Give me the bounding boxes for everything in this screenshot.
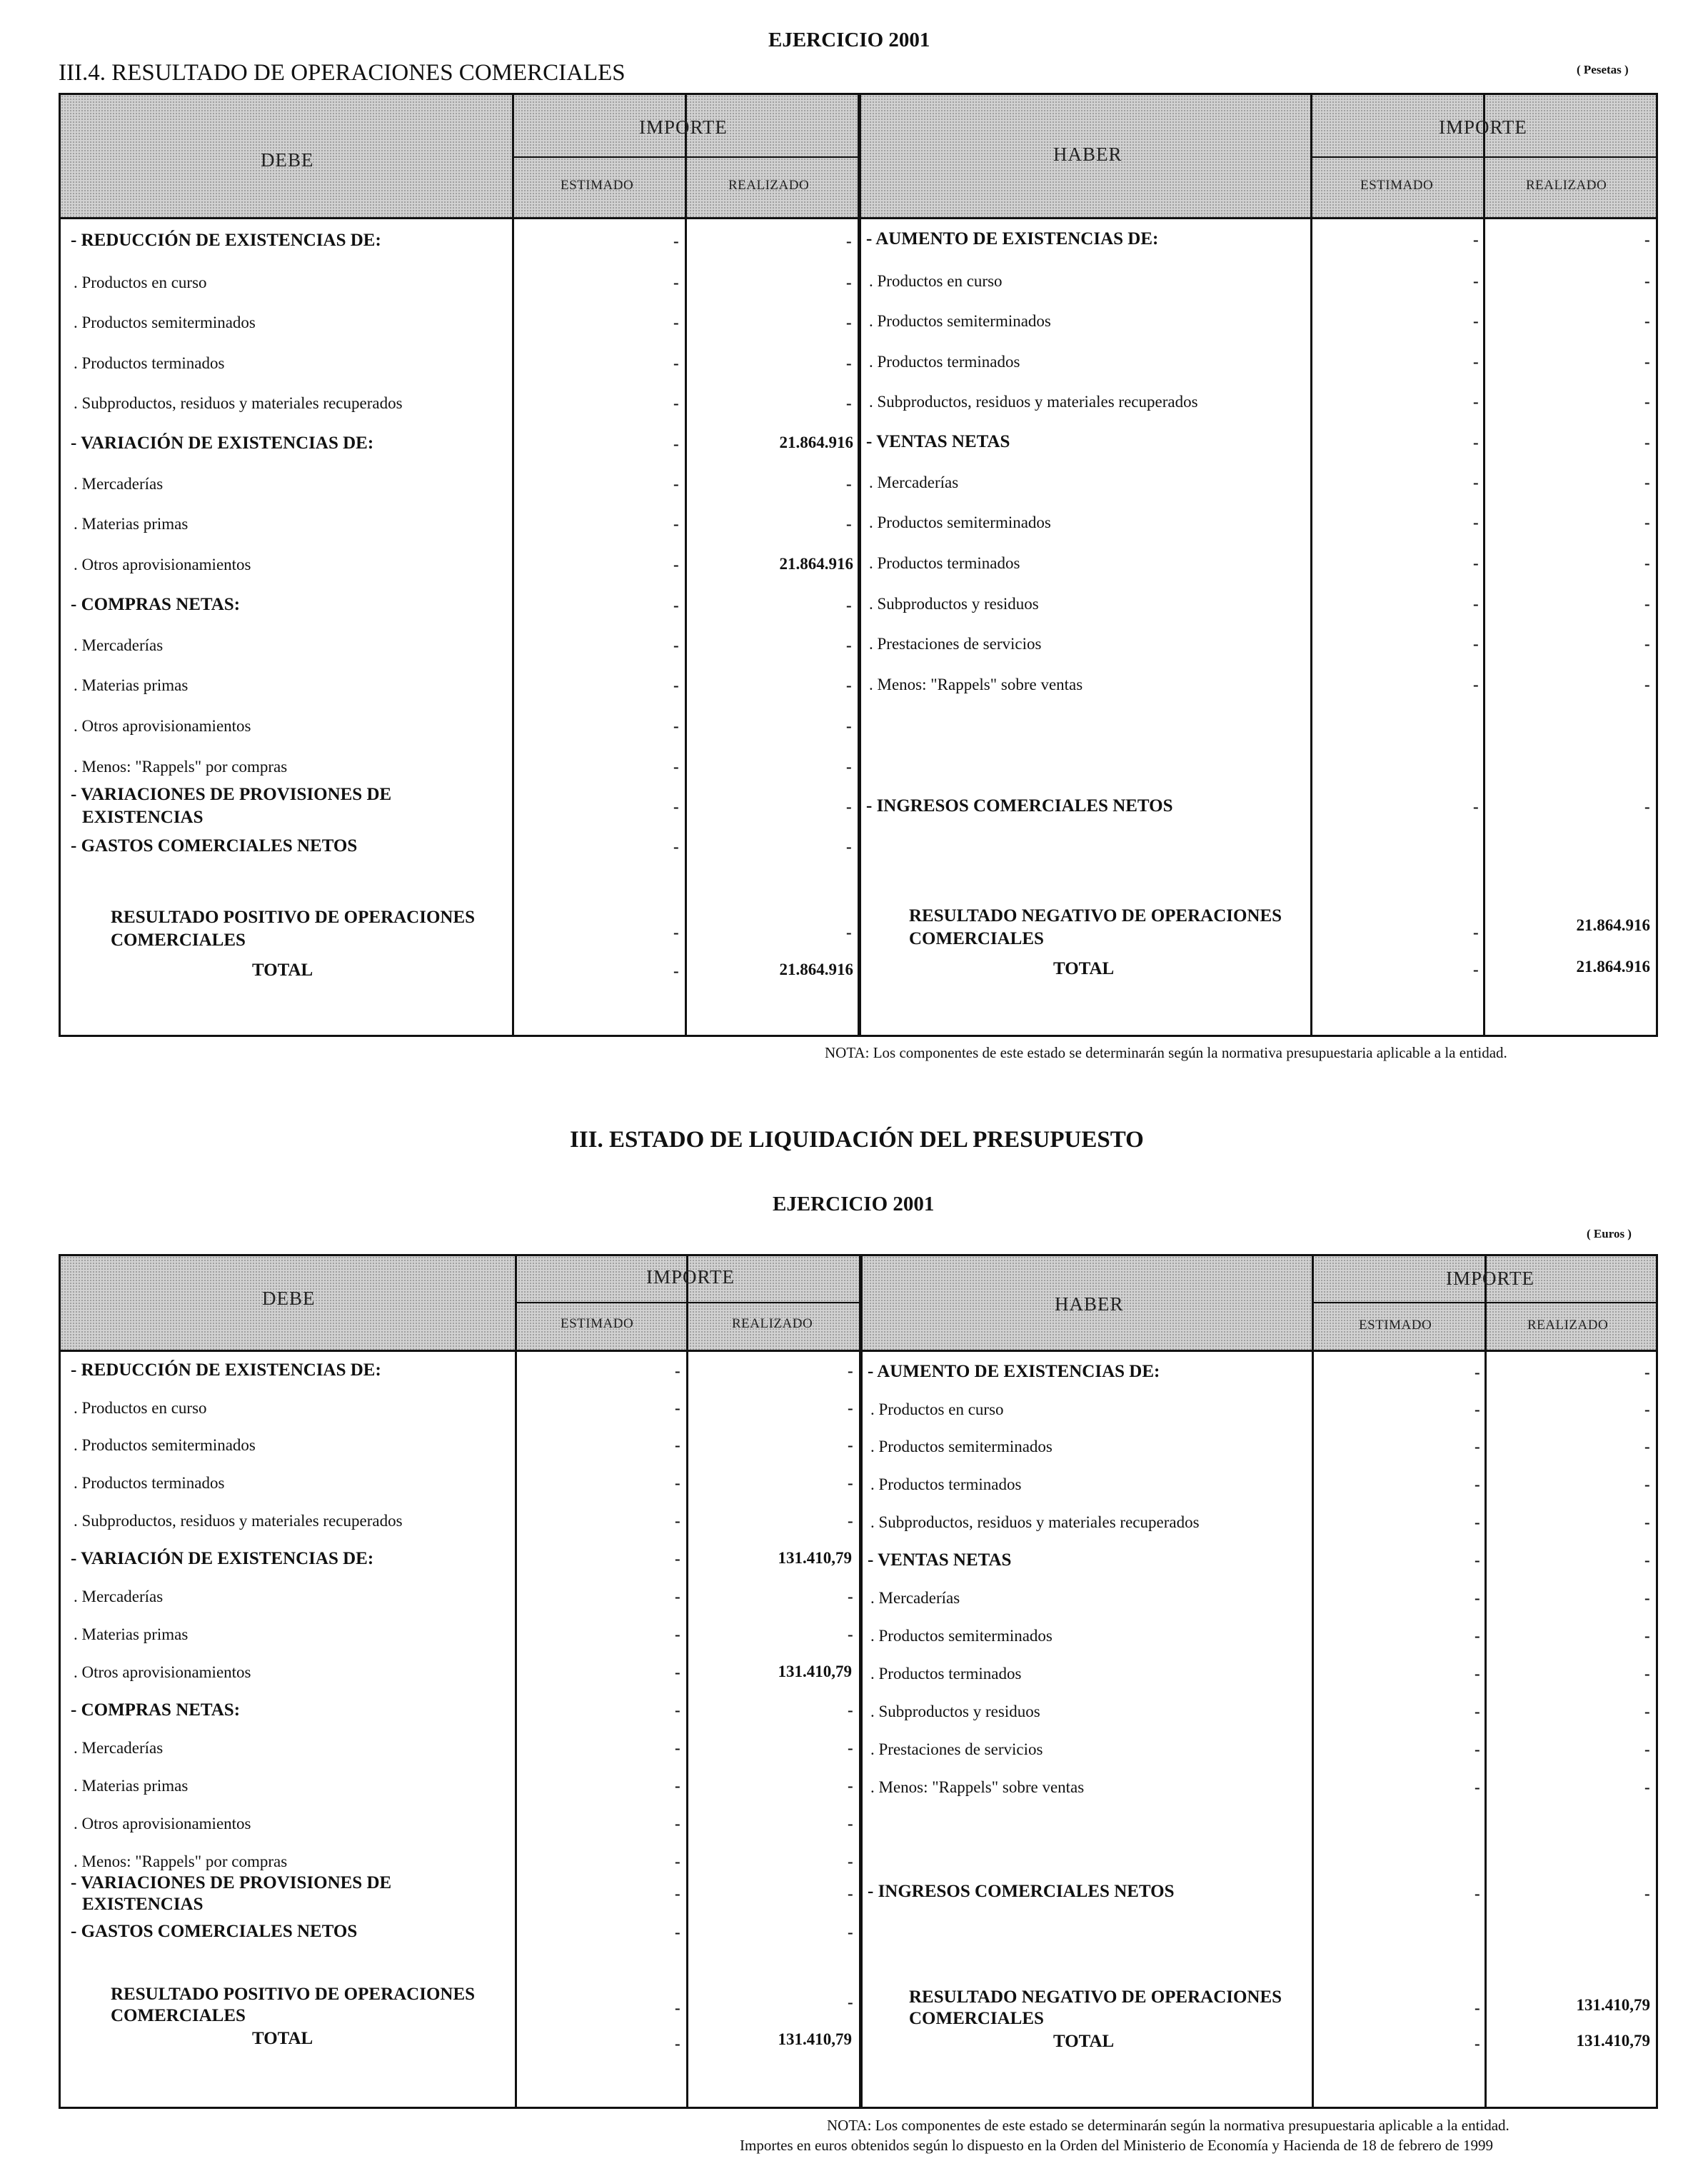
- estimado-cell: -: [1475, 1740, 1480, 1758]
- realizado-cell: -: [1644, 595, 1650, 613]
- estimado-cell: -: [675, 1999, 680, 2017]
- estimado-cell: -: [673, 798, 679, 816]
- haber-label: RESULTADO NEGATIVO DE OPERACIONES: [909, 906, 1282, 926]
- estimado-cell: -: [1473, 473, 1479, 491]
- realizado-cell: -: [1644, 312, 1650, 330]
- haber-label: . Productos en curso: [870, 1400, 1004, 1418]
- estimado-cell: -: [673, 232, 679, 250]
- estimado-cell: -: [1475, 1885, 1480, 1902]
- debe-label: - VARIACIÓN DE EXISTENCIAS DE:: [71, 433, 374, 453]
- haber-label: . Subproductos, residuos y materiales recuperados: [870, 1513, 1200, 1531]
- estimado-cell: -: [673, 475, 679, 493]
- estimado-cell: -: [675, 1588, 680, 1605]
- realizado-cell: -: [848, 1625, 853, 1643]
- estimado-cell: -: [1475, 1400, 1480, 1418]
- realizado-value: 21.864.916: [779, 555, 853, 573]
- estimado-cell: -: [673, 636, 679, 654]
- estimado-cell: -: [673, 758, 679, 776]
- realizado-cell: -: [846, 314, 852, 331]
- estimado-cell: -: [673, 314, 679, 331]
- haber-label: . Subproductos y residuos: [869, 595, 1039, 613]
- estimado-header: ESTIMADO: [561, 1316, 634, 1331]
- operaciones-table-pesetas: [59, 93, 1658, 1037]
- haber-label: . Menos: "Rappels" sobre ventas: [869, 676, 1083, 693]
- realizado-cell: -: [1644, 1400, 1650, 1418]
- realizado-cell: -: [848, 1512, 853, 1530]
- importe-header: IMPORTE: [1446, 1268, 1534, 1289]
- haber-label: . Menos: "Rappels" sobre ventas: [870, 1778, 1085, 1796]
- estimado-cell: -: [675, 1474, 680, 1492]
- realizado-cell: -: [848, 1777, 853, 1795]
- realizado-cell: -: [848, 1362, 853, 1380]
- haber-label: - VENTAS NETAS: [868, 1550, 1012, 1570]
- debe-label: . Mercaderías: [74, 1588, 164, 1605]
- debe-label: EXISTENCIAS: [82, 808, 204, 827]
- estimado-cell: -: [673, 676, 679, 694]
- debe-label: . Materias primas: [74, 1625, 189, 1643]
- realizado-cell: -: [1644, 1551, 1650, 1569]
- realizado-cell: -: [846, 354, 852, 372]
- resultado-negativo-value: 131.410,79: [1576, 1996, 1650, 2014]
- realizado-value: 131.410,79: [778, 1663, 852, 1680]
- realizado-header: REALIZADO: [1527, 1318, 1609, 1333]
- estimado-cell: -: [675, 1663, 680, 1681]
- estimado-cell: -: [675, 1625, 680, 1643]
- realizado-cell: -: [1644, 1589, 1650, 1607]
- realizado-cell: -: [846, 394, 852, 412]
- total-label: TOTAL: [1053, 2032, 1115, 2051]
- estimado-cell: -: [1473, 798, 1479, 816]
- resultado-negativo-value: 21.864.916: [1576, 916, 1650, 934]
- importe-header: IMPORTE: [1439, 116, 1527, 138]
- debe-label: . Mercaderías: [74, 1739, 164, 1757]
- estimado-cell: -: [675, 1550, 680, 1568]
- debe-label: . Productos terminados: [74, 1474, 225, 1492]
- realizado-cell: -: [846, 232, 852, 250]
- estimado-cell: -: [1475, 1703, 1480, 1720]
- haber-label: COMERCIALES: [909, 929, 1044, 948]
- estimado-cell: -: [1473, 676, 1479, 693]
- realizado-value: 21.864.916: [779, 433, 853, 451]
- unit-pesetas: ( Pesetas ): [1577, 63, 1629, 76]
- realizado-cell: -: [848, 1701, 853, 1719]
- realizado-cell: -: [1644, 272, 1650, 290]
- haber-label: - VENTAS NETAS: [866, 432, 1010, 451]
- realizado-cell: -: [1644, 1778, 1650, 1796]
- section-title: III.4. RESULTADO DE OPERACIONES COMERCIALES: [59, 60, 626, 86]
- realizado-cell: -: [846, 515, 852, 533]
- estimado-cell: -: [1475, 1551, 1480, 1569]
- debe-label: . Subproductos, residuos y materiales recuperados: [74, 394, 403, 412]
- estimado-cell: -: [673, 923, 679, 941]
- estimado-cell: -: [675, 1815, 680, 1832]
- haber-header: HABER: [1055, 1293, 1124, 1315]
- estimado-cell: -: [675, 1362, 680, 1380]
- debe-label: - VARIACIÓN DE EXISTENCIAS DE:: [71, 1549, 374, 1568]
- haber-label: . Productos en curso: [869, 272, 1003, 290]
- year-heading-2: EJERCICIO 2001: [773, 1193, 935, 1215]
- realizado-cell: -: [846, 596, 852, 614]
- haber-label: - INGRESOS COMERCIALES NETOS: [868, 1882, 1175, 1901]
- debe-label: COMERCIALES: [111, 931, 246, 950]
- importe-header: IMPORTE: [646, 1266, 735, 1288]
- debe-label: - VARIACIONES DE PROVISIONES DE: [71, 1873, 392, 1892]
- realizado-cell: -: [846, 717, 852, 735]
- estimado-cell: -: [673, 596, 679, 614]
- debe-label: . Subproductos, residuos y materiales recuperados: [74, 1512, 403, 1530]
- estimado-cell: -: [1473, 312, 1479, 330]
- total-label: TOTAL: [252, 2029, 313, 2048]
- realizado-cell: -: [846, 636, 852, 654]
- debe-header: DEBE: [262, 1288, 316, 1309]
- debe-label: COMERCIALES: [111, 2006, 246, 2025]
- estimado-cell: -: [673, 717, 679, 735]
- estimado-cell: -: [675, 1399, 680, 1417]
- realizado-cell: -: [1644, 231, 1650, 249]
- debe-label: . Productos semiterminados: [74, 314, 256, 331]
- debe-label: . Mercaderías: [74, 475, 164, 493]
- realizado-header: REALIZADO: [732, 1316, 813, 1331]
- total-label: TOTAL: [1053, 959, 1115, 978]
- debe-label: - REDUCCIÓN DE EXISTENCIAS DE:: [71, 1360, 381, 1380]
- realizado-header: REALIZADO: [728, 178, 810, 193]
- year-heading-1: EJERCICIO 2001: [768, 29, 930, 51]
- realizado-cell: -: [848, 1815, 853, 1832]
- realizado-cell: -: [846, 475, 852, 493]
- realizado-header: REALIZADO: [1526, 178, 1607, 193]
- haber-label: - AUMENTO DE EXISTENCIAS DE:: [868, 1362, 1160, 1381]
- realizado-cell: -: [1644, 513, 1650, 531]
- estimado-cell: -: [1475, 1475, 1480, 1493]
- realizado-cell: -: [1644, 635, 1650, 653]
- estimado-cell: -: [1473, 393, 1479, 411]
- debe-label: . Otros aprovisionamientos: [74, 556, 251, 573]
- debe-label: . Menos: "Rappels" por compras: [74, 1852, 288, 1870]
- realizado-cell: -: [1644, 393, 1650, 411]
- operaciones-table-euros: [59, 1254, 1658, 2109]
- estimado-cell: -: [1475, 1363, 1480, 1381]
- estimado-cell: -: [675, 2035, 680, 2052]
- realizado-cell: -: [846, 274, 852, 291]
- total-haber-value: 131.410,79: [1576, 2032, 1650, 2050]
- haber-label: . Prestaciones de servicios: [869, 635, 1042, 653]
- estimado-cell: -: [1473, 595, 1479, 613]
- haber-label: . Mercaderías: [870, 1589, 960, 1607]
- estimado-cell: -: [673, 838, 679, 856]
- note-2b: Importes en euros obtenidos según lo dispuesto en la Orden del Ministerio de Economía y Hacienda de 18 de febrero de 1999: [740, 2137, 1493, 2154]
- debe-label: . Otros aprovisionamientos: [74, 1815, 251, 1832]
- debe-label: EXISTENCIAS: [82, 1895, 204, 1914]
- debe-label: . Otros aprovisionamientos: [74, 1663, 251, 1681]
- haber-label: . Subproductos y residuos: [870, 1703, 1040, 1720]
- realizado-cell: -: [1644, 1703, 1650, 1720]
- realizado-cell: -: [1644, 433, 1650, 451]
- estimado-cell: -: [675, 1885, 680, 1902]
- estimado-cell: -: [673, 435, 679, 453]
- debe-label: . Otros aprovisionamientos: [74, 717, 251, 735]
- estimado-cell: -: [673, 556, 679, 573]
- debe-label: . Mercaderías: [74, 636, 164, 654]
- debe-label: - VARIACIONES DE PROVISIONES DE: [71, 785, 392, 804]
- debe-label: - COMPRAS NETAS:: [71, 595, 241, 614]
- estimado-cell: -: [1475, 1438, 1480, 1455]
- realizado-cell: -: [848, 1399, 853, 1417]
- estimado-cell: -: [673, 962, 679, 980]
- estimado-cell: -: [1475, 1589, 1480, 1607]
- haber-label: . Productos semiterminados: [869, 312, 1051, 330]
- realizado-cell: -: [848, 1588, 853, 1605]
- debe-label: - REDUCCIÓN DE EXISTENCIAS DE:: [71, 231, 381, 250]
- realizado-cell: -: [1644, 1885, 1650, 1902]
- debe-label: - COMPRAS NETAS:: [71, 1700, 241, 1720]
- debe-label: . Materias primas: [74, 676, 189, 694]
- estimado-cell: -: [1473, 923, 1479, 941]
- debe-label: RESULTADO POSITIVO DE OPERACIONES: [111, 1985, 476, 2004]
- debe-label: . Productos semiterminados: [74, 1436, 256, 1454]
- debe-label: - GASTOS COMERCIALES NETOS: [71, 1922, 358, 1941]
- realizado-cell: -: [1644, 1740, 1650, 1758]
- realizado-cell: -: [846, 676, 852, 694]
- haber-label: . Subproductos, residuos y materiales recuperados: [869, 393, 1198, 411]
- realizado-cell: -: [1644, 1513, 1650, 1531]
- realizado-cell: -: [1644, 1475, 1650, 1493]
- note-2a: NOTA: Los componentes de este estado se determinarán según la normativa presupuestaria aplicable a la entidad.: [827, 2117, 1509, 2134]
- estimado-cell: -: [1473, 554, 1479, 572]
- haber-label: . Prestaciones de servicios: [870, 1740, 1043, 1758]
- realizado-cell: -: [846, 758, 852, 776]
- realizado-cell: -: [1644, 353, 1650, 371]
- estimado-cell: -: [675, 1923, 680, 1941]
- haber-label: - AUMENTO DE EXISTENCIAS DE:: [866, 229, 1159, 249]
- estimado-cell: -: [1475, 1778, 1480, 1796]
- realizado-cell: -: [1644, 1438, 1650, 1455]
- haber-label: . Productos terminados: [870, 1475, 1022, 1493]
- realizado-cell: -: [1644, 473, 1650, 491]
- estimado-cell: -: [1475, 1999, 1480, 2017]
- estimado-cell: -: [1475, 2035, 1480, 2052]
- estimado-cell: -: [1473, 513, 1479, 531]
- estimado-cell: -: [1475, 1513, 1480, 1531]
- realizado-cell: -: [848, 1739, 853, 1757]
- realizado-cell: -: [846, 838, 852, 856]
- realizado-cell: -: [848, 1852, 853, 1870]
- haber-label: RESULTADO NEGATIVO DE OPERACIONES: [909, 1987, 1282, 2007]
- importe-header: IMPORTE: [639, 116, 728, 138]
- estimado-cell: -: [1475, 1627, 1480, 1645]
- estimado-cell: -: [675, 1512, 680, 1530]
- estimado-cell: -: [1473, 231, 1479, 249]
- note-1: NOTA: Los componentes de este estado se determinarán según la normativa presupuestaria aplicable a la entidad.: [825, 1044, 1507, 1061]
- estimado-cell: -: [675, 1852, 680, 1870]
- debe-label: . Materias primas: [74, 515, 189, 533]
- estimado-cell: -: [673, 274, 679, 291]
- estimado-cell: -: [1473, 353, 1479, 371]
- estimado-cell: -: [673, 394, 679, 412]
- realizado-cell: -: [848, 1885, 853, 1902]
- debe-header: DEBE: [261, 149, 314, 171]
- debe-label: . Productos terminados: [74, 354, 225, 372]
- estimado-header: ESTIMADO: [1360, 178, 1434, 193]
- estimado-cell: -: [675, 1739, 680, 1757]
- realizado-value: 131.410,79: [778, 1549, 852, 1567]
- main-title: III. ESTADO DE LIQUIDACIÓN DEL PRESUPUESTO: [570, 1127, 1144, 1153]
- debe-label: . Materias primas: [74, 1777, 189, 1795]
- realizado-cell: -: [1644, 798, 1650, 816]
- estimado-cell: -: [1473, 433, 1479, 451]
- realizado-cell: -: [848, 1474, 853, 1492]
- estimado-cell: -: [673, 354, 679, 372]
- estimado-header: ESTIMADO: [561, 178, 634, 193]
- haber-label: . Productos semiterminados: [869, 513, 1051, 531]
- total-debe-value: 21.864.916: [779, 961, 853, 978]
- estimado-cell: -: [1473, 961, 1479, 978]
- haber-header: HABER: [1053, 144, 1122, 165]
- estimado-cell: -: [675, 1436, 680, 1454]
- total-debe-value: 131.410,79: [778, 2030, 852, 2048]
- haber-label: - INGRESOS COMERCIALES NETOS: [866, 796, 1173, 816]
- realizado-cell: -: [1644, 554, 1650, 572]
- haber-label: COMERCIALES: [909, 2009, 1044, 2028]
- haber-label: . Productos semiterminados: [870, 1438, 1053, 1455]
- haber-label: . Productos semiterminados: [870, 1627, 1053, 1645]
- debe-label: . Productos en curso: [74, 274, 207, 291]
- realizado-cell: -: [846, 923, 852, 941]
- haber-label: . Productos terminados: [869, 554, 1020, 572]
- debe-label: . Productos en curso: [74, 1399, 207, 1417]
- haber-label: . Productos terminados: [870, 1665, 1022, 1683]
- estimado-cell: -: [1473, 272, 1479, 290]
- realizado-cell: -: [848, 1993, 853, 2011]
- total-label: TOTAL: [252, 961, 313, 980]
- debe-label: RESULTADO POSITIVO DE OPERACIONES: [111, 908, 476, 927]
- realizado-cell: -: [1644, 1665, 1650, 1683]
- unit-euros: ( Euros ): [1587, 1227, 1632, 1240]
- estimado-cell: -: [675, 1701, 680, 1719]
- realizado-cell: -: [1644, 1363, 1650, 1381]
- estimado-cell: -: [1473, 635, 1479, 653]
- debe-label: . Menos: "Rappels" por compras: [74, 758, 288, 776]
- estimado-cell: -: [673, 515, 679, 533]
- debe-label: - GASTOS COMERCIALES NETOS: [71, 836, 358, 856]
- realizado-cell: -: [846, 798, 852, 816]
- realizado-cell: -: [1644, 1627, 1650, 1645]
- haber-label: . Mercaderías: [869, 473, 959, 491]
- total-haber-value: 21.864.916: [1576, 958, 1650, 976]
- realizado-cell: -: [848, 1436, 853, 1454]
- haber-label: . Productos terminados: [869, 353, 1020, 371]
- estimado-cell: -: [675, 1777, 680, 1795]
- estimado-cell: -: [1475, 1665, 1480, 1683]
- estimado-header: ESTIMADO: [1359, 1318, 1432, 1333]
- realizado-cell: -: [1644, 676, 1650, 693]
- realizado-cell: -: [848, 1923, 853, 1941]
